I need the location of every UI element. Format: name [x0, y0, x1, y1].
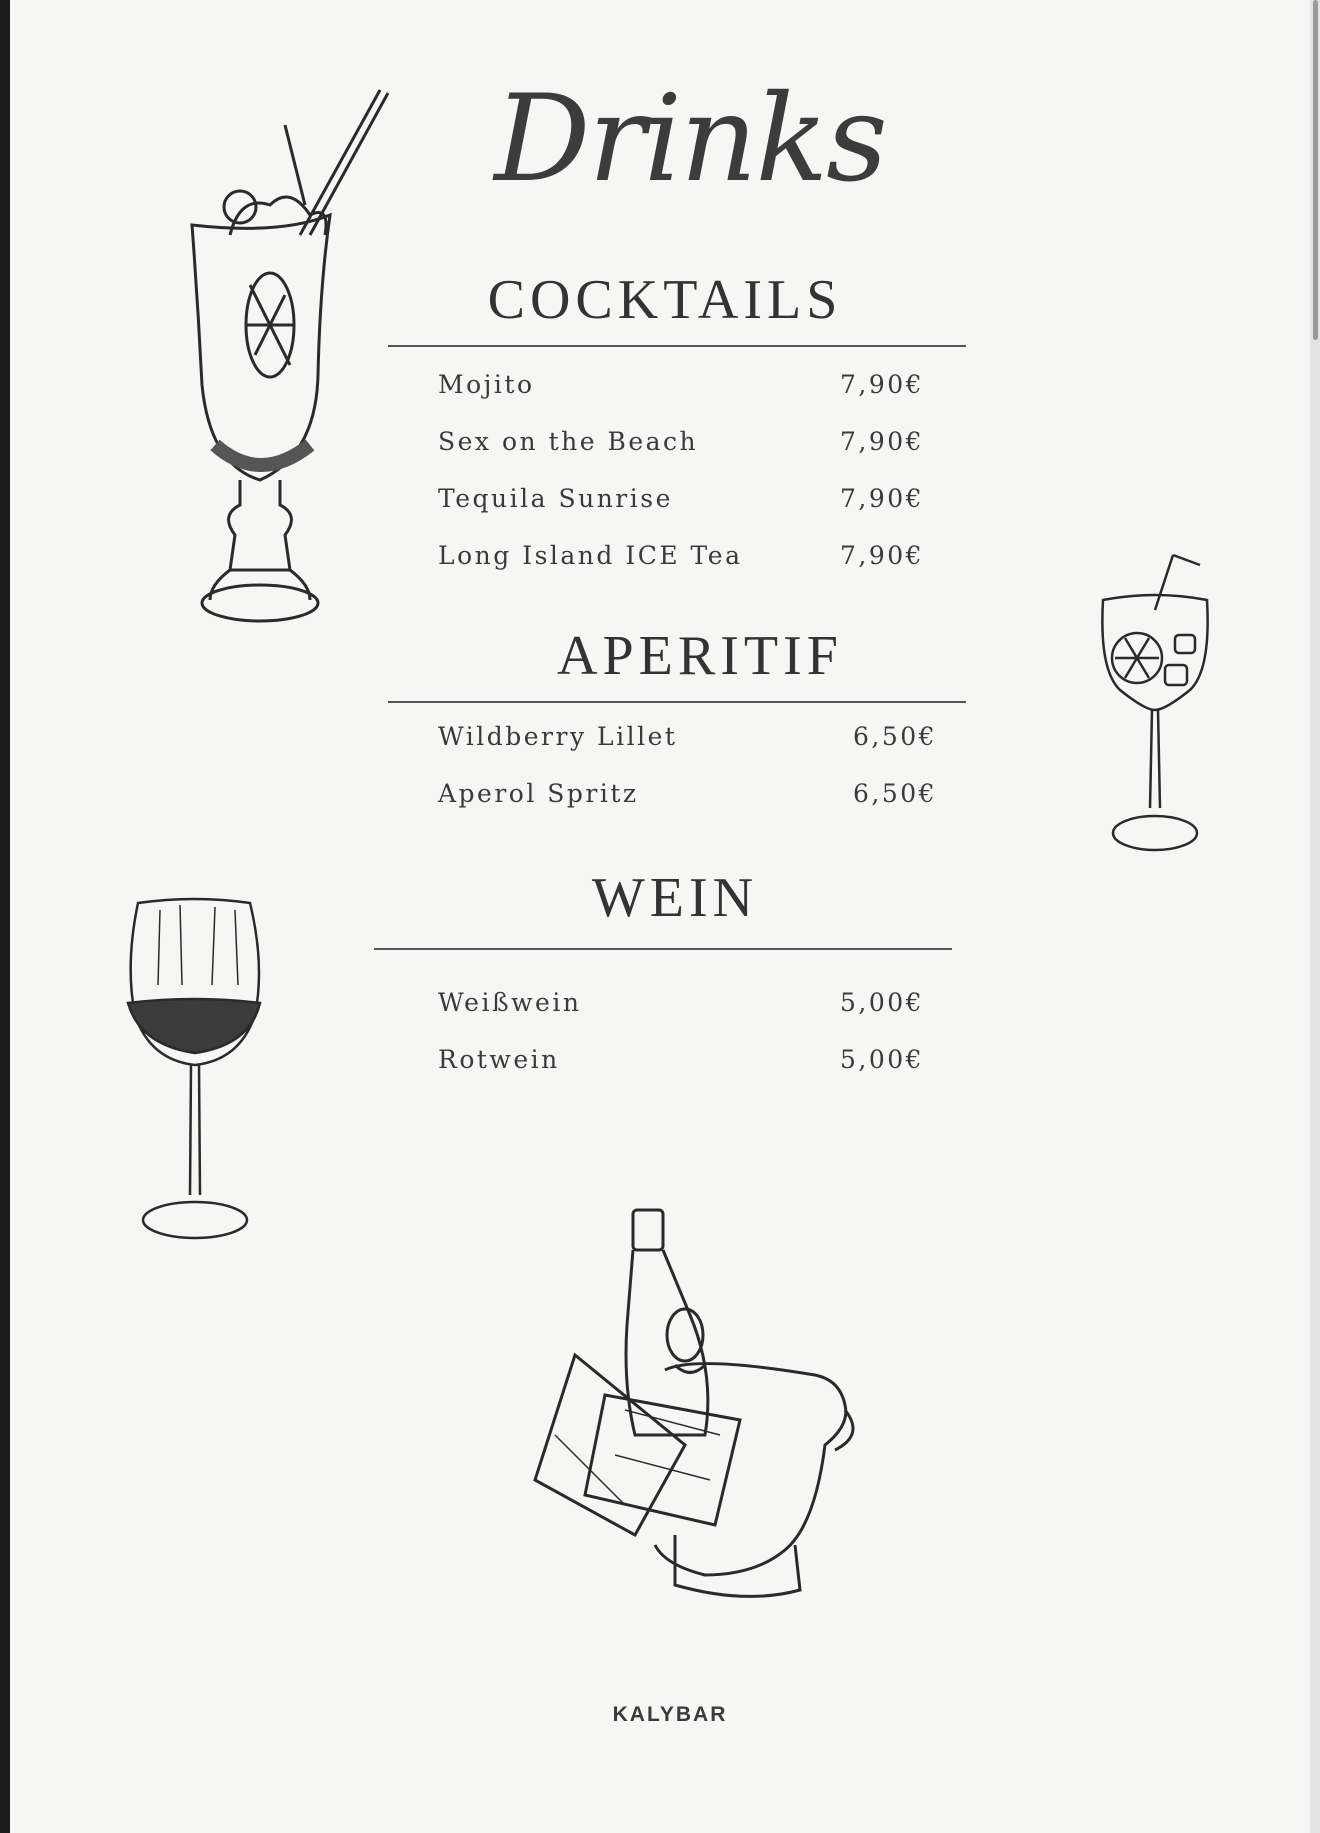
menu-item-price: 7,90€ — [840, 427, 925, 456]
wine-glass-icon — [120, 895, 270, 1240]
menu-item-price: 5,00€ — [840, 1045, 925, 1074]
left-edge — [0, 0, 10, 1833]
menu-item-price: 5,00€ — [840, 988, 925, 1017]
section-divider — [388, 345, 966, 347]
hurricane-cocktail-icon — [180, 85, 390, 625]
menu-item-name: Weißwein — [438, 988, 582, 1017]
menu-item-name: Tequila Sunrise — [438, 484, 673, 513]
menu-item-price: 7,90€ — [840, 484, 925, 513]
menu-item-name: Sex on the Beach — [438, 427, 699, 456]
section-heading-aperitif: APERITIF — [557, 625, 843, 687]
menu-item-name: Wildberry Lillet — [438, 722, 678, 751]
scrollbar-thumb[interactable] — [1313, 0, 1318, 340]
section-divider — [374, 948, 952, 950]
spritz-glass-icon — [1095, 550, 1215, 855]
scrollbar-track[interactable] — [1310, 0, 1320, 1833]
section-heading-wein: WEIN — [591, 867, 759, 929]
menu-item-price: 6,50€ — [853, 722, 938, 751]
menu-page — [10, 0, 1310, 1833]
menu-item-price: 7,90€ — [840, 370, 925, 399]
menu-item-price: 6,50€ — [853, 779, 938, 808]
section-divider — [388, 701, 966, 703]
section-heading-cocktails: COCKTAILS — [487, 269, 843, 331]
champagne-bucket-icon — [515, 1205, 860, 1630]
menu-title: Drinks — [494, 70, 886, 209]
menu-item-name: Mojito — [438, 370, 535, 399]
menu-item-name: Aperol Spritz — [438, 779, 639, 808]
brand-name: KALYBAR — [612, 1703, 728, 1726]
menu-item-name: Rotwein — [438, 1045, 560, 1074]
menu-item-name: Long Island ICE Tea — [438, 541, 743, 570]
menu-item-price: 7,90€ — [840, 541, 925, 570]
